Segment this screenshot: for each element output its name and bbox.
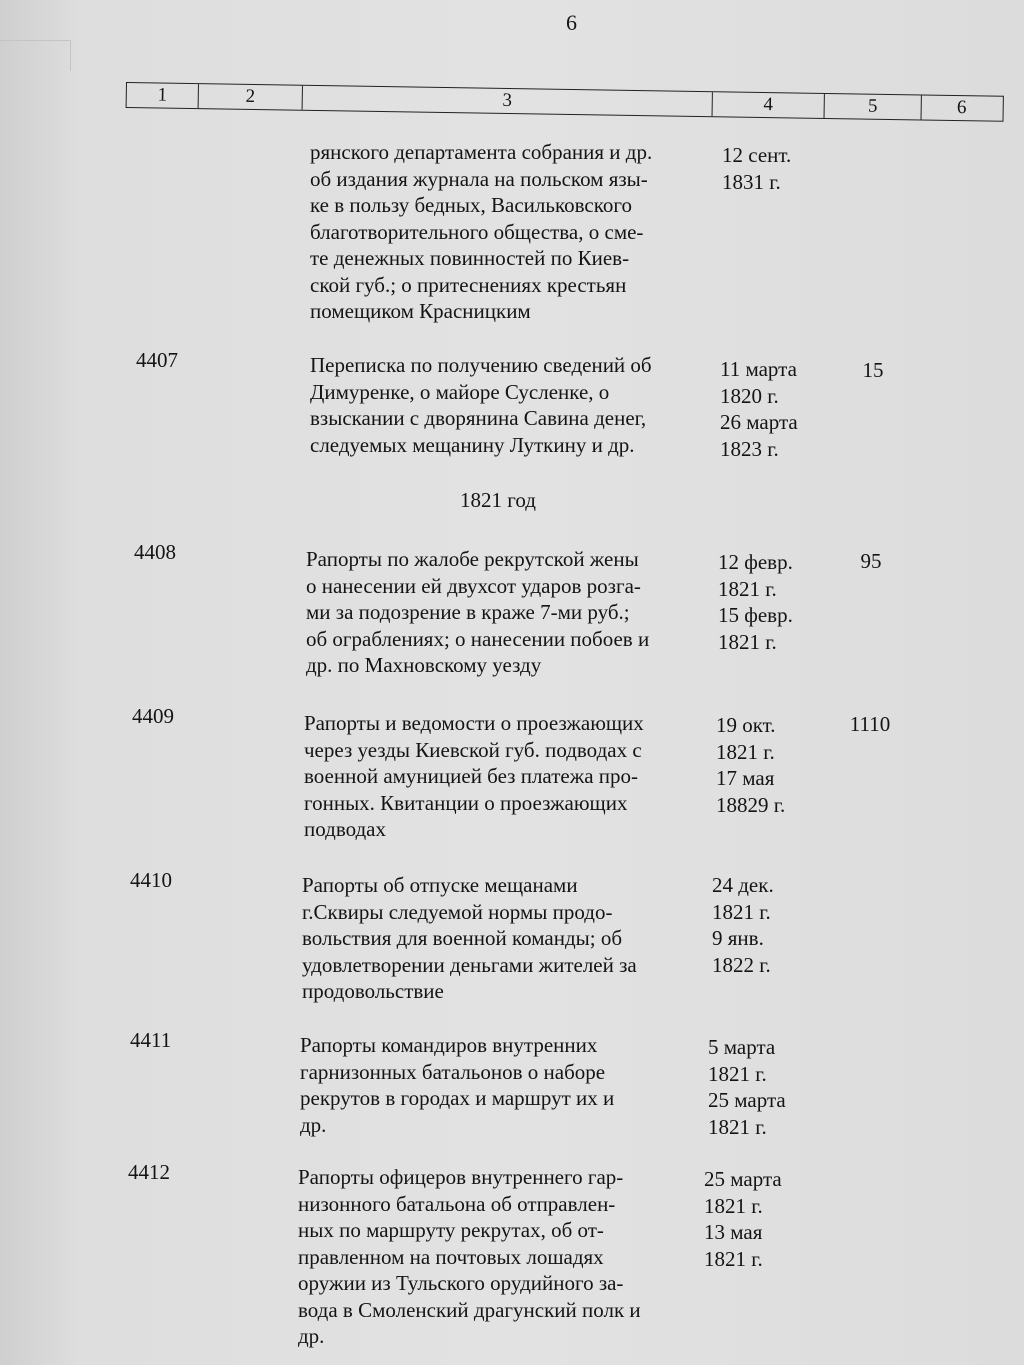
page-number: 6 xyxy=(566,10,577,35)
date-line: 1820 г. xyxy=(720,383,779,408)
description-line: вода в Смоленский драгунский полк и xyxy=(298,1297,641,1322)
date-line: 1821 г. xyxy=(716,739,775,764)
entry-number: 4408 xyxy=(134,540,176,564)
column-header-6: 6 xyxy=(956,97,967,119)
date-line: 13 мая xyxy=(704,1220,763,1244)
date-line: 1821 г. xyxy=(704,1193,763,1218)
date-line: 1821 г. xyxy=(712,899,771,924)
date-line: 12 февр. xyxy=(718,550,793,574)
date-line: 1831 г. xyxy=(722,169,781,194)
description-line: об издания журнала на польском язы- xyxy=(310,166,648,191)
date-line: 25 марта xyxy=(708,1088,786,1112)
description-line: Переписка по получению сведений об xyxy=(310,353,652,377)
entry-dates xyxy=(718,549,838,655)
date-line: 18829 г. xyxy=(716,792,786,817)
description-line: Рапорты офицеров внутреннего гар- xyxy=(298,1165,624,1189)
date-line: 1821 г. xyxy=(718,576,777,601)
description-line: следуемых мещанину Луткину и др. xyxy=(310,432,635,457)
date-line: 1821 г. xyxy=(718,629,777,654)
bleed-through-artifact xyxy=(0,40,71,71)
description-line: г.Сквиры следуемой нормы продо- xyxy=(302,899,613,924)
description-line: др. по Махновскому уезду xyxy=(306,653,542,677)
entry-number: 4409 xyxy=(132,704,174,728)
entry-description xyxy=(304,710,724,843)
description-line: о нанесении ей двухсот ударов розга- xyxy=(306,573,641,598)
description-line: взыскании с дворянина Савина денег, xyxy=(310,406,647,430)
entry-number: 4412 xyxy=(128,1160,170,1184)
entry-number: 4411 xyxy=(130,1028,172,1052)
continuation-description xyxy=(310,139,730,325)
date-line: 25 марта xyxy=(704,1167,782,1191)
description-line: подводах xyxy=(304,817,386,841)
description-line: через уезды Киевской губ. подводах с xyxy=(304,737,642,762)
date-line: 11 марта xyxy=(720,357,797,381)
entry-description xyxy=(302,872,722,1005)
description-line: об ограблениях; о нанесении побоев и xyxy=(306,626,650,651)
description-line: др. xyxy=(300,1112,327,1137)
description-line: те денежных повинностей по Киев- xyxy=(310,246,630,270)
entry-dates xyxy=(720,356,840,462)
column-header-5: 5 xyxy=(825,94,922,120)
entry-dates xyxy=(716,712,836,818)
date-line: 5 марта xyxy=(708,1035,776,1059)
description-line: ке в пользу бедных, Васильковского xyxy=(310,193,632,217)
entry-sheet-count: 95 xyxy=(860,549,882,573)
description-line: продовольствие xyxy=(302,979,444,1003)
description-line: гонных. Квитанции о проезжающих xyxy=(304,790,628,815)
entry-dates xyxy=(708,1034,828,1140)
date-line: 1821 г. xyxy=(708,1061,767,1086)
description-line: рянского департамента собрания и др. xyxy=(310,140,653,164)
date-line: 26 марта xyxy=(720,410,798,434)
date-line: 1823 г. xyxy=(720,436,779,461)
date-line: 9 янв. xyxy=(712,926,764,950)
description-line: удовлетворении деньгами жителей за xyxy=(302,952,637,977)
description-line: ской губ.; о притеснениях крестьян xyxy=(310,272,627,297)
date-line: 1822 г. xyxy=(712,952,771,977)
column-header-1: 1 xyxy=(127,83,199,108)
description-line: низонного батальона об отправлен- xyxy=(298,1191,616,1216)
description-line: др. xyxy=(298,1324,325,1348)
description-line: оружии из Тульского орудийного за- xyxy=(298,1271,624,1295)
date-line: 15 февр. xyxy=(718,603,793,627)
description-line: Рапорты командиров внутренних xyxy=(300,1033,598,1057)
description-line: ных по маршруту рекрутах, об от- xyxy=(298,1218,604,1242)
description-line: военной амуницией без платежа про- xyxy=(304,764,639,788)
year-heading: 1821 год xyxy=(460,488,536,512)
description-line: Рапорты и ведомости о проезжающих xyxy=(304,711,644,735)
column-header-row xyxy=(126,82,1004,122)
entry-dates xyxy=(704,1166,824,1272)
column-header-4: 4 xyxy=(713,92,825,118)
description-line: Димуренке, о майоре Сусленке, о xyxy=(310,379,610,404)
description-line: Рапорты об отпуске мещанами xyxy=(302,873,578,897)
date-line: 1821 г. xyxy=(708,1114,767,1139)
entry-sheet-count: 15 xyxy=(862,358,884,382)
description-line: гарнизонных батальонов о наборе xyxy=(300,1059,606,1084)
continuation-dates xyxy=(722,142,842,195)
date-line: 12 сент. xyxy=(722,143,792,167)
date-line: 1821 г. xyxy=(704,1246,763,1271)
date-line: 24 дек. xyxy=(712,873,774,897)
entry-description xyxy=(306,546,726,679)
description-line: вольствия для военной команды; об xyxy=(302,926,623,950)
entry-number: 4407 xyxy=(136,348,178,372)
entry-sheet-count: 1110 xyxy=(849,712,891,736)
description-line: Рапорты по жалобе рекрутской жены xyxy=(306,547,639,571)
column-header-2: 2 xyxy=(199,84,303,110)
description-line: помещиком Красницким xyxy=(310,299,531,323)
entry-description xyxy=(300,1032,720,1138)
date-line: 17 мая xyxy=(716,766,775,790)
description-line: благотворительного общества, о сме- xyxy=(310,219,644,244)
entry-description xyxy=(310,352,730,458)
entry-description xyxy=(298,1164,718,1350)
column-header-3: 3 xyxy=(303,86,713,116)
date-line: 19 окт. xyxy=(716,713,776,737)
description-line: правленном на почтовых лошадях xyxy=(298,1244,604,1269)
description-line: рекрутов в городах и маршрут их и xyxy=(300,1086,615,1110)
description-line: ми за подозрение в краже 7-ми руб.; xyxy=(306,600,630,624)
entry-dates xyxy=(712,872,832,978)
entry-number: 4410 xyxy=(130,868,172,892)
